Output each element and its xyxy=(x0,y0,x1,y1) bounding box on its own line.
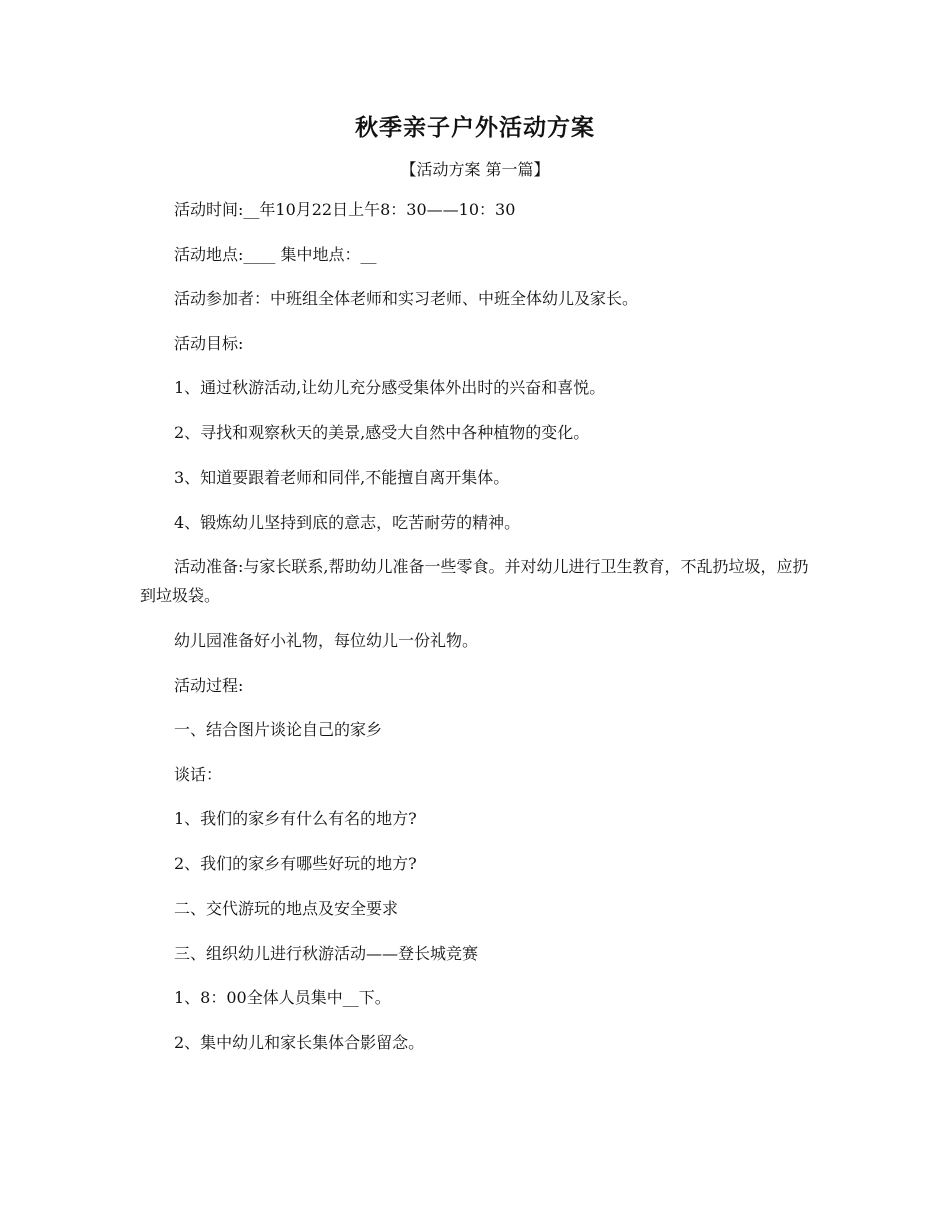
paragraph-step-1: 一、结合图片谈论自己的家乡 xyxy=(174,720,383,739)
paragraph-step-3-item-2: 2、集中幼儿和家长集体合影留念。 xyxy=(174,1033,425,1052)
document-subtitle: 【活动方案 第一篇】 xyxy=(400,160,550,179)
paragraph-activity-time: 活动时间:__年10月22日上午8：30——10：30 xyxy=(174,200,516,219)
paragraph-participants: 活动参加者：中班组全体老师和实习老师、中班全体幼儿及家长。 xyxy=(174,289,639,308)
paragraph-goals-heading: 活动目标: xyxy=(174,334,244,353)
paragraph-goal-1: 1、通过秋游活动,让幼儿充分感受集体外出时的兴奋和喜悦。 xyxy=(174,378,606,397)
paragraph-talk-q2: 2、我们的家乡有哪些好玩的地方? xyxy=(174,854,417,873)
paragraph-step-3: 三、组织幼儿进行秋游活动——登长城竞赛 xyxy=(174,944,479,963)
paragraph-step-3-item-1: 1、8：00全体人员集中__下。 xyxy=(174,988,391,1007)
paragraph-talk: 谈话： xyxy=(174,765,223,784)
paragraph-preparation: 活动准备:与家长联系,帮助幼儿准备一些零食。并对幼儿进行卫生教育，不乱扔垃圾，应扔到垃圾袋。 xyxy=(140,557,809,605)
paragraph-step-2: 二、交代游玩的地点及安全要求 xyxy=(174,899,399,918)
document-title: 秋季亲子户外活动方案 xyxy=(355,114,595,141)
paragraph-goal-4: 4、锻炼幼儿坚持到底的意志，吃苦耐劳的精神。 xyxy=(174,513,521,532)
paragraph-gifts: 幼儿园准备好小礼物，每位幼儿一份礼物。 xyxy=(174,631,479,650)
paragraph-activity-location: 活动地点:____ 集中地点：__ xyxy=(174,245,377,264)
paragraph-goal-2: 2、寻找和观察秋天的美景,感受大自然中各种植物的变化。 xyxy=(174,423,590,442)
paragraph-process-heading: 活动过程: xyxy=(174,676,244,695)
paragraph-goal-3: 3、知道要跟着老师和同伴,不能擅自离开集体。 xyxy=(174,468,510,487)
paragraph-talk-q1: 1、我们的家乡有什么有名的地方? xyxy=(174,809,417,828)
